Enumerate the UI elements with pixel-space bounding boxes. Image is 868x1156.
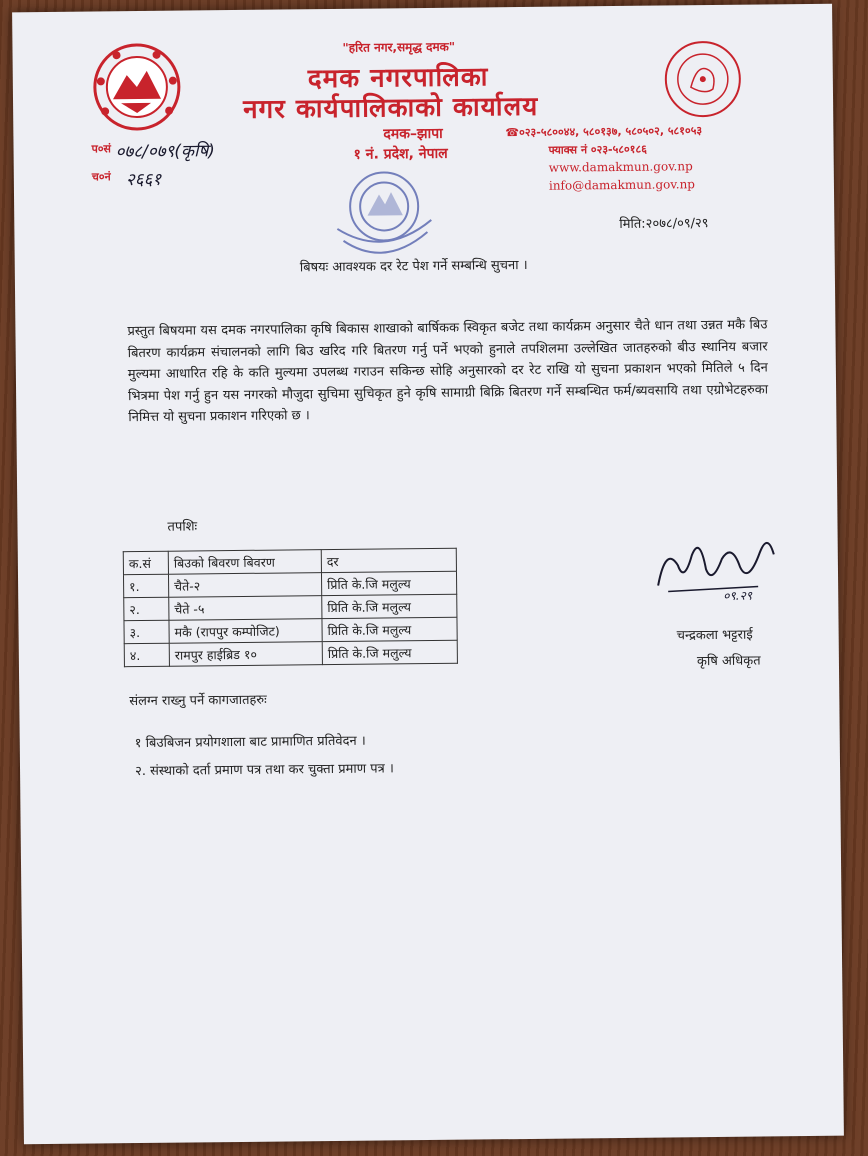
letter-paper: [12, 4, 844, 1145]
seed-rate-table: [123, 548, 458, 667]
attachment-item: १ बिउबिजन प्रयोगशाला बाट प्रामाणित प्रतिवेदन ।: [134, 733, 366, 752]
fax-number: फ्याक्स नं ०२३-५८०१८६: [548, 142, 647, 157]
table-row: [124, 640, 457, 666]
table-row: [124, 617, 457, 643]
signature: [648, 524, 789, 605]
row-description: रामपुर हाईब्रिड १०: [169, 642, 322, 667]
row-rate: प्रिति के.जि मलुल्य: [321, 571, 456, 595]
address-line1: दमक–झापा: [383, 125, 443, 143]
office-name: नगर कार्यपालिकाको कार्यालय: [242, 91, 539, 125]
header-sn: क.सं: [123, 551, 168, 574]
chalani-value: २६६१: [125, 169, 162, 191]
subject-line: बिषयः आवश्यक दर रेट पेश गर्ने सम्बन्धि सुचना ।: [299, 257, 528, 276]
patra-label: प०सं: [91, 142, 112, 156]
signatory-title: कृषि अधिकृत: [696, 653, 761, 670]
row-rate: प्रिति के.जि मलुल्य: [322, 617, 457, 641]
row-rate: प्रिति के.जि मलुल्य: [322, 640, 457, 664]
email-link[interactable]: info@damakmun.gov.np: [548, 177, 696, 193]
attachments-label: संलग्न राख्नु पर्ने कागजातहरुः: [129, 692, 267, 710]
table-header-row: [123, 548, 456, 574]
row-sn: २.: [124, 597, 169, 620]
address-line2: १ नं. प्रदेश, नेपाल: [353, 145, 448, 163]
header-description: बिउको बिवरण बिवरण: [168, 550, 321, 575]
signatory-name: चन्द्रकला भट्टराई: [676, 627, 753, 644]
row-description: चैते-२: [168, 573, 321, 598]
org-name: दमक नगरपालिका: [307, 62, 489, 95]
phone-numbers: ☎०२३-५८००४४, ५८०१३७, ५८०५०२, ५८१०५३: [505, 124, 703, 140]
municipality-logo: [662, 39, 743, 120]
row-description: मकै (रापपुर कम्पोजिट): [169, 619, 322, 644]
row-sn: ४.: [124, 643, 169, 666]
signature-date: ०९.२९: [723, 588, 753, 603]
table-row: [124, 594, 457, 620]
table-row: [123, 571, 456, 597]
header-rate: दर: [321, 548, 456, 572]
website-link[interactable]: www.damakmun.gov.np: [548, 159, 693, 175]
row-rate: प्रिति के.जि मलुल्य: [322, 594, 457, 618]
chalani-label: च०नं: [91, 170, 111, 184]
slogan: "हरित नगर,समृद्ध दमक": [342, 39, 456, 55]
row-sn: १.: [123, 574, 168, 597]
tapasil-label: तपशिः: [167, 519, 198, 535]
attachment-item: २. संस्थाको दर्ता प्रमाण पत्र तथा कर चुक्ता प्रमाण पत्र ।: [134, 761, 394, 780]
row-sn: ३.: [124, 620, 169, 643]
patra-value: ०७८/०७९(कृषि): [115, 141, 215, 163]
nepal-emblem-logo: [90, 41, 183, 134]
row-description: चैते -५: [169, 596, 322, 621]
body-paragraph: प्रस्तुत बिषयमा यस दमक नगरपालिका कृषि बिकास शाखाको बार्षिकक स्विकृत बजेट तथा कार्यक्रम अनुसार चैते धान तथा उन्नत मकै बिउ बितरण कार्यक्रम संचालनको लागि बिउ खरिद गरि बितरण गर्नु पर्ने भएको हुनाले तपशिलमा उल्लेखित जातहरुको बीउ स्थानिय बजार मुल्यमा आधारित रहि के कति मुल्यमा उपलब्ध गराउन सकिन्छ सोहि अनुसारको दर रेट राखि यो सुचना प्रकाशन भएको मितिले ५ दिन भित्रमा पेश गर्नु हुन यस नगरको मौजुदा सुचिमा सुचिकृत हुने कृषि सामाग्री बिक्रि बितरण गर्ने सम्बन्धित फर्म/ब्यवसायि तथा एग्रोभेटहरुका निमित्त यो सुचना प्रकाशन गरिएको छ ।: [127, 317, 769, 426]
letter-date: मिति:२०७८/०९/२९: [619, 216, 709, 232]
